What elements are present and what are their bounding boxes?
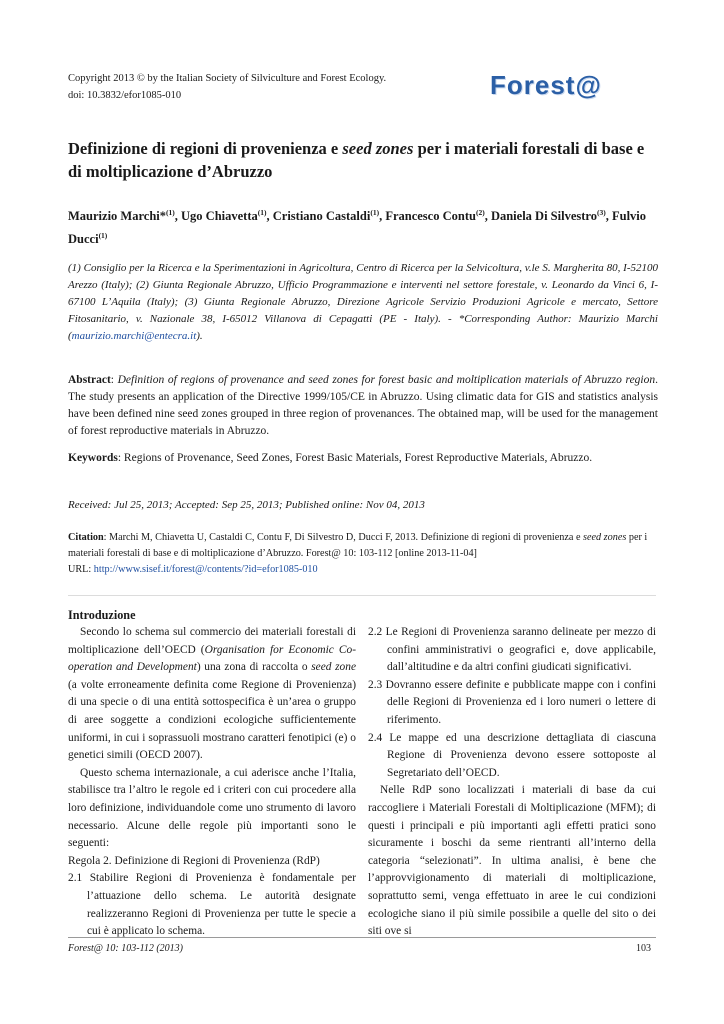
paragraph: Questo schema internazionale, a cui aderisce anche l’Italia, stabilisce tra l’altro le regole ed i criteri con cui procedere alla loro definizione, individuandole come uno strumento di lavoro necessario. Alcune delle regole più importanti sono le seguenti:	[68, 766, 356, 850]
affiliations: (1) Consiglio per la Ricerca e la Sperimentazioni in Agricoltura, Centro di Ricerca per la Selvicoltura, v.le S. Margherita 80, I-52100 Arezzo (Italy); (2) Giunta Regionale Abruzzo, Ufficio Programmazione e interventi nel settore forestale, v. Leonardo da Vinci 6, I-67100 L’Aquila (Italy); (3) Giunta Regionale Abruzzo, Direzione Agricole Servizio Produzioni Agricole e mercato, Settore Fitosanitario, v. Nazionale 38, I-65012 Villanova di Cepagatti (PE - Italy). - *Corresponding Author: Maurizio Marchi (maurizio.marchi@entecra.it).	[68, 262, 658, 342]
author-list	[68, 203, 658, 249]
copyright-line: Copyright 2013 © by the Italian Society of Silviculture and Forest Ecology.	[68, 73, 387, 84]
list-item: 2.1 Stabilire Regioni di Provenienza è fondamentale per l’attuazione dello schema. Le autorità designate realizzeranno Regioni di Provenienza per tutte le specie a cui è applicato lo schema.	[68, 872, 356, 938]
abstract: Abstract: Definition of regions of provenance and seed zones for forest basic and moltiplication materials of Abruzzo region. The study presents an application of the Directive 1999/105/CE in Abruzzo. Using climatic data for GIS and statistics analysis have been defined nine seed zones grouped in three region of provenances. The obtained map, will be used for the management of forest reproductive materials in Abruzzo.	[68, 374, 658, 437]
paragraph: Secondo lo schema sul commercio dei materiali forestali di moltiplicazione dell’OECD (Organisation for Economic Co-operation and Development) una zona di raccolta o seed zone (a volte erroneamente definita come Regione di Provenienza) di una specie o di una entità sottospecifica è un’area o gruppo di aree soggette a condizioni ecologiche sufficientemente uniformi, in cui i soprassuoli mostrano caratteri fenotipici (e) o genetici simili (OECD 2007).	[68, 626, 356, 762]
list-item: 2.2 Le Regioni di Provenienza saranno delineate per mezzo di confini amministrativi o geografici e, dove applicabile, dall’altitudine e da altri confini giudicati significativi.	[368, 626, 656, 674]
abstract-label: Abstract	[68, 374, 111, 386]
journal-logo: Forest@	[490, 70, 602, 100]
corresponding-email-link[interactable]: maurizio.marchi@entecra.it	[71, 330, 197, 342]
author: Maurizio Marchi*$^{(1)}$,	[68, 208, 182, 223]
footer-journal: Forest@ 10: 103-112 (2013)	[68, 943, 184, 954]
author: Ugo Chiavetta$^{(1)}$,	[181, 208, 273, 223]
citation-label: Citation	[68, 532, 104, 543]
paragraph: Nelle RdP sono localizzati i materiali di base da cui raccogliere i Materiali Forestali di Moltiplicazione (MFM); di questi i principali e più importanti agli effetti pratici sono sicuramente i boschi da seme rientranti all’interno della categoria “selezionati”. In ultima analisi, è bene che l’approvvigionamento di materiali di moltiplicazione, soprattutto semi, venga effettuato in aree le cui condizioni ecologiche siano il più simile possibile a quelle del sito o dei siti ove si	[368, 784, 656, 938]
body-column-right	[368, 606, 656, 941]
footer-rule	[68, 937, 656, 938]
received-dates: Received: Jul 25, 2013; Accepted: Sep 25, 2013; Published online: Nov 04, 2013	[68, 499, 425, 511]
citation: Citation: Marchi M, Chiavetta U, Castaldi C, Contu F, Di Silvestro D, Ducci F, 2013. Definizione di regioni di provenienza e seed zones per i materiali forestali di base e di moltiplicazione d’Abruzzo. Forest@ 10: 103-112 [online 2013-11-04] URL: http://www.sisef.it/forest@/contents/?id=efor1085-010	[68, 532, 648, 575]
keywords-label: Keywords	[68, 452, 118, 464]
doi-line: doi: 10.3832/efor1085-010	[68, 90, 182, 101]
author: Cristiano Castaldi$^{(1)}$,	[272, 208, 386, 223]
section-heading: Introduzione	[68, 608, 136, 622]
divider	[68, 595, 656, 596]
author: Daniela Di Silvestro$^{(3)}$,	[490, 208, 612, 223]
rule-heading: Regola 2. Definizione di Regioni di Provenienza (RdP)	[68, 854, 320, 867]
keywords: Keywords: Regions of Provenance, Seed Zones, Forest Basic Materials, Forest Reproductive Materials, Abruzzo.	[68, 452, 593, 464]
article-title	[68, 137, 658, 183]
list-item: 2.4 Le mappe ed una descrizione dettagliata di ciascuna Regione di Provenienza devono essere sottoposte al Segretariato dell’OECD.	[368, 731, 656, 779]
header-meta	[68, 70, 386, 104]
page-number: 103	[636, 943, 651, 954]
author: Francesco Contu$^{(2)}$,	[385, 208, 491, 223]
title-part2: per i materiali forestali di base e di moltiplicazione d’Abruzzo	[68, 139, 645, 181]
title-part1: Definizione di regioni di provenienza e	[68, 139, 343, 158]
title-italic: seed zones	[342, 139, 414, 158]
author: Fulvio Ducci$^{(1)}$	[68, 209, 647, 246]
article-url-link[interactable]: http://www.sisef.it/forest@/contents/?id=efor1085-010	[93, 564, 318, 575]
list-item: 2.3 Dovranno essere definite e pubblicate mappe con i confini delle Regioni di Provenienza ed i loro numeri o lettere di riferimento.	[368, 678, 656, 726]
body-column-left	[68, 606, 356, 938]
